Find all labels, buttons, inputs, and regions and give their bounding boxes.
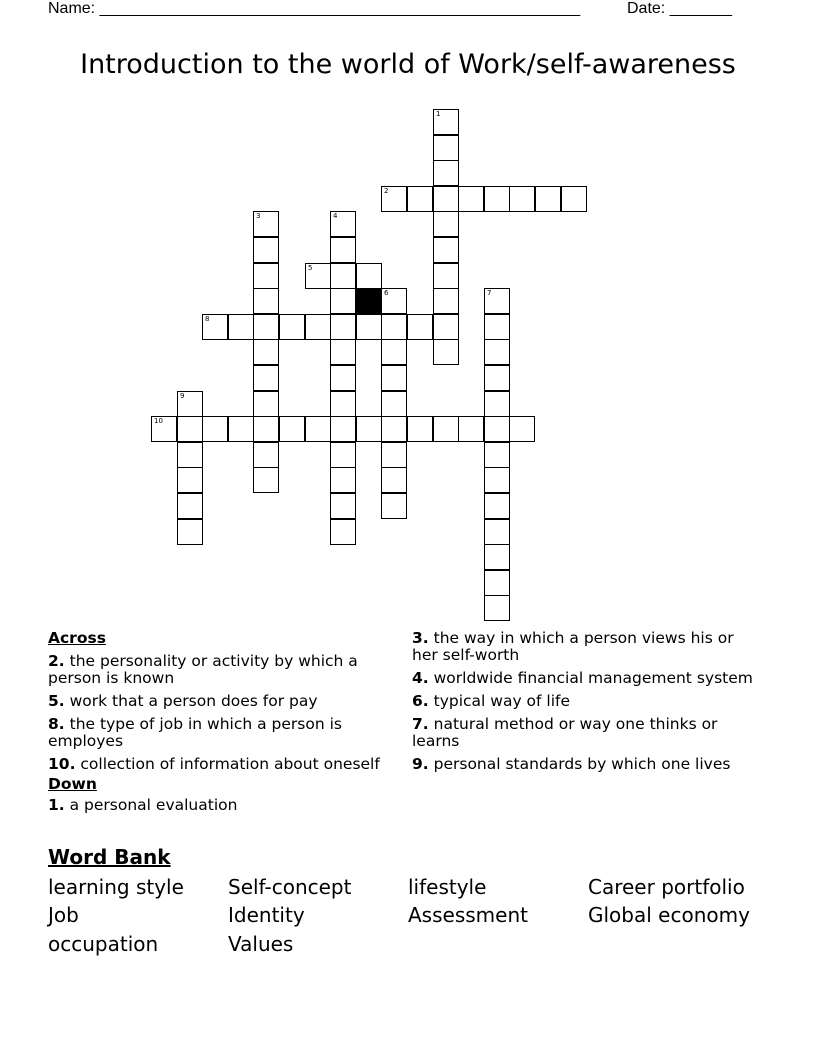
word-bank-item: learning style (48, 875, 184, 899)
grid-cell[interactable] (484, 314, 510, 340)
grid-cell[interactable] (177, 519, 203, 545)
grid-cell[interactable] (177, 416, 203, 442)
grid-cell[interactable] (433, 263, 459, 289)
clue-text: work that a person does for pay (69, 692, 318, 710)
clue-across-10 (48, 756, 400, 773)
grid-cell[interactable] (330, 365, 356, 391)
name-field-line: Name: ______________________________________________________ (48, 0, 581, 17)
cell-number: 6 (384, 289, 389, 297)
clue-number: 7. (412, 715, 429, 733)
grid-cell[interactable] (433, 339, 459, 365)
grid-cell[interactable] (509, 186, 535, 212)
clue-text: a personal evaluation (69, 796, 238, 814)
grid-cell[interactable] (330, 442, 356, 468)
grid-cell[interactable] (177, 493, 203, 519)
grid-cell[interactable] (177, 442, 203, 468)
grid-cell[interactable] (151, 416, 177, 442)
clue-across-8 (48, 716, 400, 750)
grid-cell[interactable] (381, 365, 407, 391)
grid-cell[interactable] (253, 314, 279, 340)
grid-cell[interactable] (484, 442, 510, 468)
grid-cell[interactable] (381, 442, 407, 468)
grid-cell[interactable] (484, 391, 510, 417)
grid-cell[interactable] (433, 237, 459, 263)
cell-number: 10 (154, 417, 163, 425)
grid-cell[interactable] (202, 416, 228, 442)
grid-cell[interactable] (330, 391, 356, 417)
clue-number: 10. (48, 755, 76, 773)
cell-number: 2 (384, 187, 389, 195)
grid-cell[interactable] (253, 263, 279, 289)
grid-cell[interactable] (253, 339, 279, 365)
word-bank-item: occupation (48, 932, 159, 956)
grid-cell[interactable] (279, 416, 305, 442)
word-bank-item: lifestyle (408, 875, 487, 899)
clue-down-6 (412, 693, 764, 710)
grid-cell[interactable] (484, 519, 510, 545)
grid-cell[interactable] (407, 416, 433, 442)
grid-cell[interactable] (484, 493, 510, 519)
grid-cell[interactable] (253, 211, 279, 237)
grid-cell[interactable] (356, 416, 382, 442)
grid-cell[interactable] (484, 544, 510, 570)
word-bank-item: Self-concept (228, 875, 352, 899)
down-heading: Down (48, 775, 97, 793)
grid-cell[interactable] (177, 391, 203, 417)
grid-cell[interactable] (253, 416, 279, 442)
clue-across-5 (48, 693, 400, 710)
word-bank-item: Assessment (408, 903, 528, 927)
grid-cell[interactable] (484, 570, 510, 596)
grid-cell[interactable] (381, 416, 407, 442)
clues-right-column (412, 630, 764, 779)
grid-cell[interactable] (433, 186, 459, 212)
clue-text: typical way of life (433, 692, 571, 710)
grid-cell[interactable] (381, 391, 407, 417)
clue-down-4 (412, 670, 764, 687)
grid-cell[interactable] (407, 314, 433, 340)
grid-cell[interactable] (330, 416, 356, 442)
puzzle-title: Introduction to the world of Work/self-awareness (80, 49, 736, 80)
grid-cell[interactable] (484, 288, 510, 314)
across-heading: Across (48, 629, 106, 647)
clue-number: 1. (48, 796, 65, 814)
word-bank-item: Global economy (588, 903, 750, 927)
date-field-line: Date: _______ (627, 0, 732, 17)
grid-cell[interactable] (561, 186, 587, 212)
clue-text: the type of job in which a person is employes (48, 715, 342, 750)
clue-number: 2. (48, 652, 65, 670)
grid-cell[interactable] (305, 416, 331, 442)
grid-cell[interactable] (330, 263, 356, 289)
black-cell (356, 288, 382, 314)
grid-cell[interactable] (433, 135, 459, 161)
grid-cell[interactable] (381, 493, 407, 519)
grid-cell[interactable] (381, 467, 407, 493)
cell-number: 8 (205, 315, 210, 323)
grid-cell[interactable] (253, 237, 279, 263)
grid-cell[interactable] (330, 493, 356, 519)
grid-cell[interactable] (433, 416, 459, 442)
grid-cell[interactable] (305, 314, 331, 340)
clue-number: 4. (412, 669, 429, 687)
grid-cell[interactable] (228, 314, 254, 340)
grid-cell[interactable] (458, 186, 484, 212)
grid-cell[interactable] (433, 314, 459, 340)
clue-text: the personality or activity by which a person is known (48, 652, 358, 687)
clue-number: 8. (48, 715, 65, 733)
clue-number: 3. (412, 629, 429, 647)
grid-cell[interactable] (484, 339, 510, 365)
clue-down-7 (412, 716, 764, 750)
grid-cell[interactable] (381, 339, 407, 365)
word-bank-item: Career portfolio (588, 875, 745, 899)
cell-number: 4 (333, 212, 338, 220)
clue-down-1 (48, 797, 400, 814)
grid-cell[interactable] (381, 314, 407, 340)
cell-number: 9 (180, 392, 185, 400)
grid-cell[interactable] (305, 263, 331, 289)
grid-cell[interactable] (228, 416, 254, 442)
grid-cell[interactable] (253, 467, 279, 493)
grid-cell[interactable] (253, 442, 279, 468)
clue-number: 5. (48, 692, 65, 710)
word-bank-item: Identity (228, 903, 305, 927)
clue-number: 9. (412, 755, 429, 773)
clue-text: collection of information about oneself (80, 755, 380, 773)
grid-cell[interactable] (407, 186, 433, 212)
cell-number: 7 (487, 289, 492, 297)
grid-cell[interactable] (330, 314, 356, 340)
cell-number: 3 (256, 212, 261, 220)
cell-number: 1 (436, 110, 441, 118)
clue-down-3 (412, 630, 764, 664)
word-bank-item: Job (48, 903, 79, 927)
grid-cell[interactable] (484, 416, 510, 442)
grid-cell[interactable] (330, 211, 356, 237)
grid-cell[interactable] (433, 211, 459, 237)
grid-cell[interactable] (330, 288, 356, 314)
grid-cell[interactable] (381, 288, 407, 314)
clues-left-column (48, 630, 400, 820)
grid-cell[interactable] (509, 416, 535, 442)
grid-cell[interactable] (433, 288, 459, 314)
grid-cell[interactable] (253, 391, 279, 417)
grid-cell[interactable] (433, 109, 459, 135)
grid-cell[interactable] (484, 365, 510, 391)
grid-cell[interactable] (381, 186, 407, 212)
grid-cell[interactable] (535, 186, 561, 212)
clue-text: worldwide financial management system (433, 669, 753, 687)
grid-cell[interactable] (202, 314, 228, 340)
clue-text: natural method or way one thinks or learns (412, 715, 718, 750)
clue-text: personal standards by which one lives (433, 755, 731, 773)
clue-across-2 (48, 653, 400, 687)
grid-cell[interactable] (356, 314, 382, 340)
clue-number: 6. (412, 692, 429, 710)
grid-cell[interactable] (433, 160, 459, 186)
word-bank-heading: Word Bank (48, 845, 171, 869)
grid-cell[interactable] (484, 186, 510, 212)
word-bank-item: Values (228, 932, 294, 956)
grid-cell[interactable] (330, 237, 356, 263)
grid-cell[interactable] (484, 595, 510, 621)
clue-down-9 (412, 756, 764, 773)
clue-text: the way in which a person views his or her self-worth (412, 629, 734, 664)
grid-cell[interactable] (253, 365, 279, 391)
grid-cell[interactable] (484, 467, 510, 493)
grid-cell[interactable] (330, 467, 356, 493)
grid-cell[interactable] (330, 519, 356, 545)
grid-cell[interactable] (177, 467, 203, 493)
grid-cell[interactable] (253, 288, 279, 314)
grid-cell[interactable] (330, 339, 356, 365)
grid-cell[interactable] (356, 263, 382, 289)
grid-cell[interactable] (458, 416, 484, 442)
grid-cell[interactable] (279, 314, 305, 340)
cell-number: 5 (308, 264, 313, 272)
